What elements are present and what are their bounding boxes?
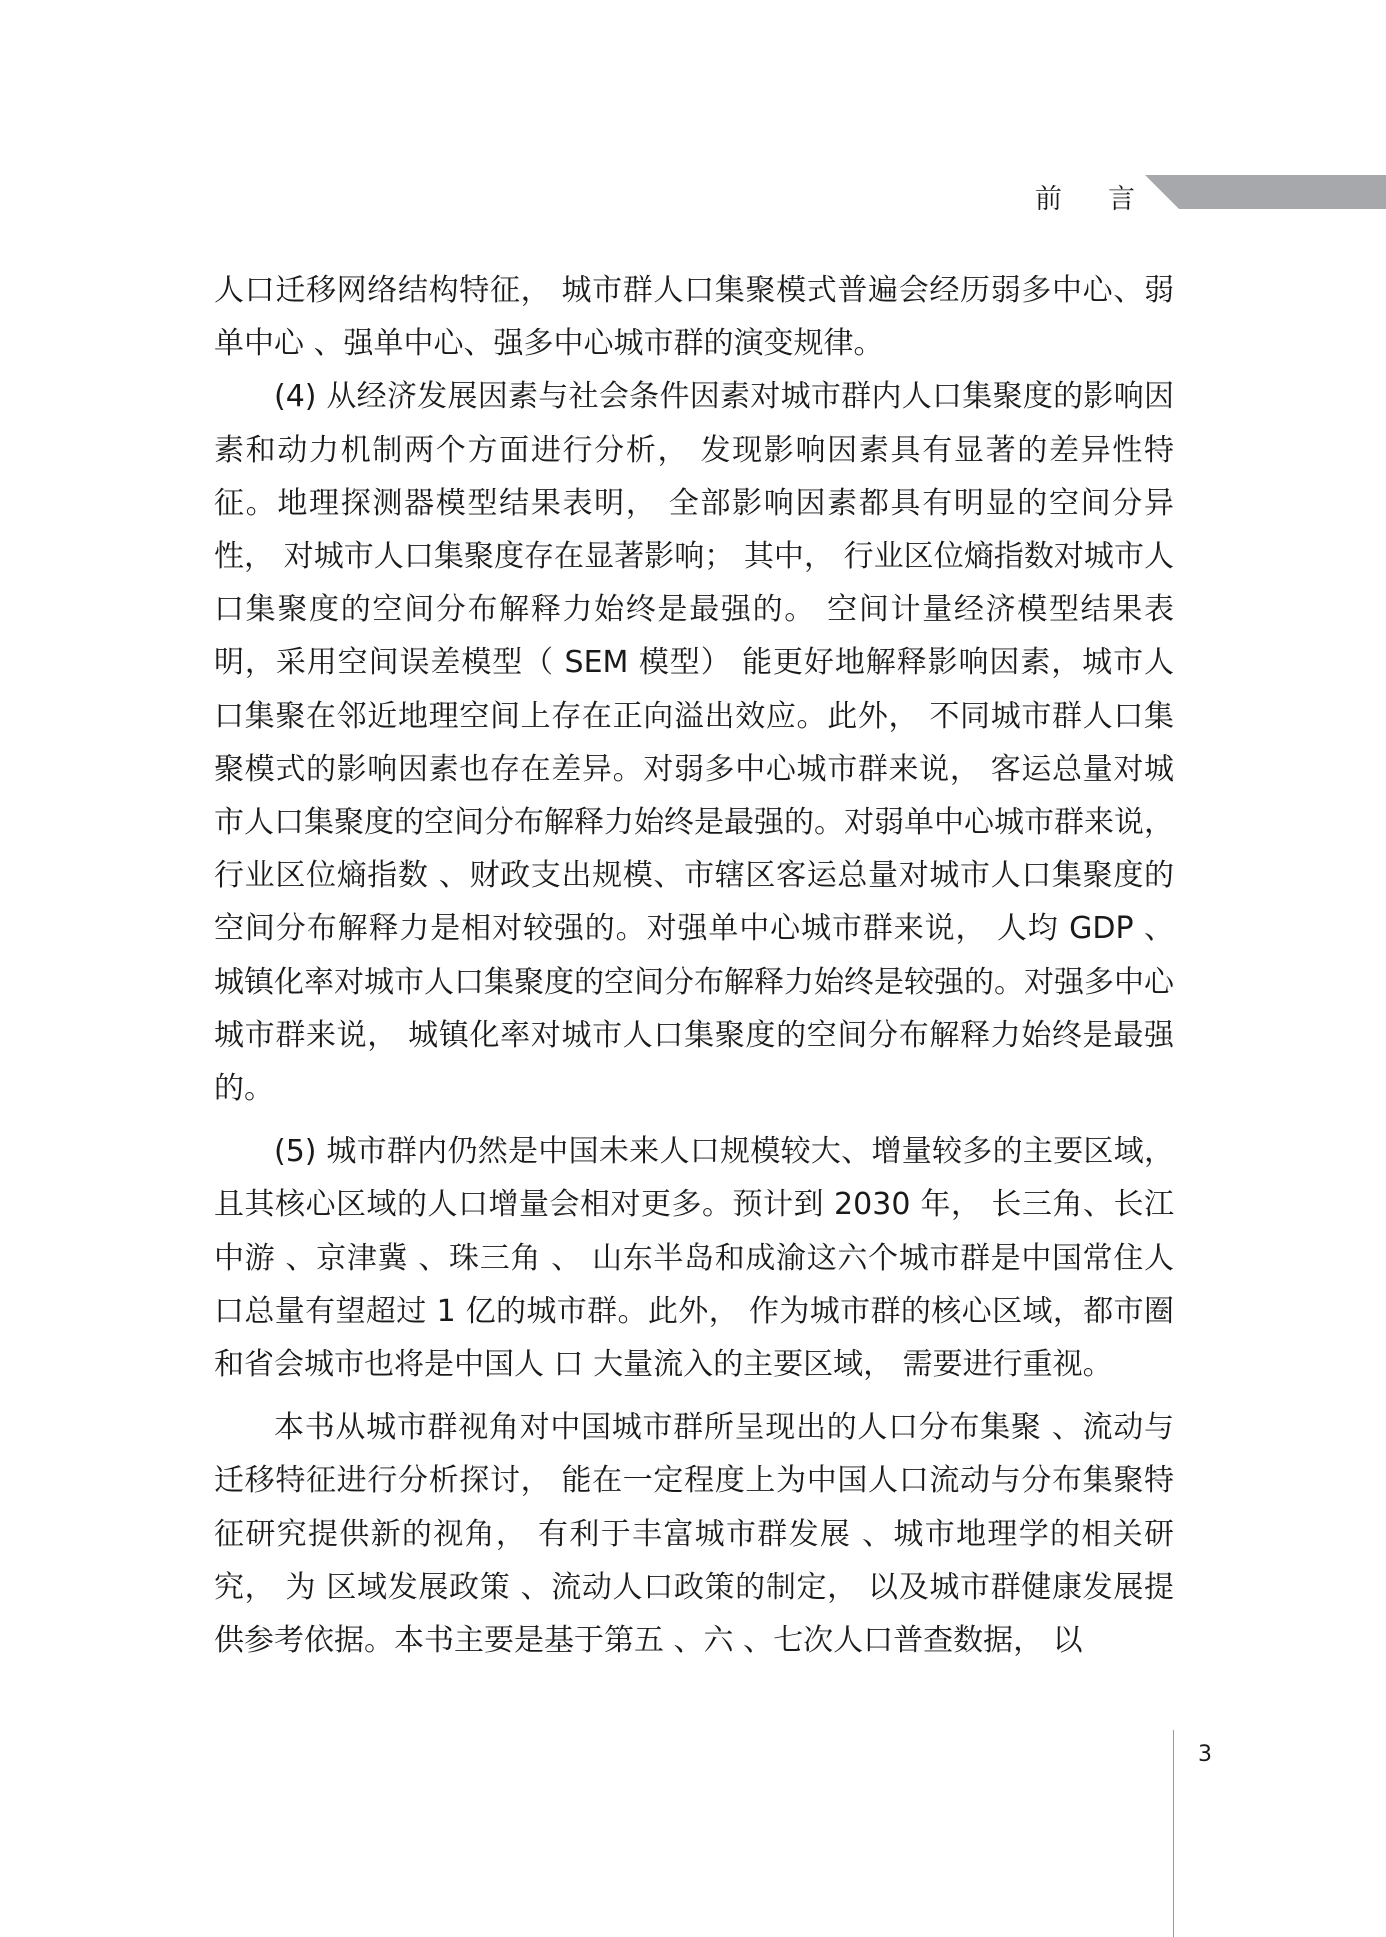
running-header-char-2: 言 bbox=[1108, 184, 1135, 215]
paragraph-3: (5) 城市群内仍然是中国未来人口规模较大、增量较多的主要区域， 且其核心区域的人口增量会相对更多。预计到 2030 年， 长三角、长江中游 、京津冀 、珠三角 、 山东半岛和成渝这六个城市群是中国常住人 口总量有望超过 1 亿的城市群。此外， 作为城市群的核心区域，都市圈和省会城市也将是中国人 口 大量流入的主要区域， 需要进行重视。 bbox=[214, 1134, 1174, 1383]
running-header-title bbox=[1035, 177, 1135, 216]
body-text bbox=[214, 264, 1174, 1667]
page-number-divider bbox=[1173, 1730, 1174, 1937]
paragraph-1: 人口迁移网络结构特征， 城市群人口集聚模式普遍会经历弱多中心、弱单中心 、强单中心、强多中心城市群的演变规律。 bbox=[214, 273, 1174, 362]
paragraph-4: 本书从城市群视角对中国城市群所呈现出的人口分布集聚 、流动与迁移特征进行分析探讨， 能在一定程度上为中国人口流动与分布集聚特征研究提供新的视角， 有利于丰富城市群发展 、城市地理学的相关研究， 为 区域发展政策 、流动人口政策的制定， 以及城市群健康发展提供参考依据。本书主要是基于第五 、六 、七次人口普查数据， 以 bbox=[214, 1410, 1174, 1659]
running-header-char-1: 前 bbox=[1035, 184, 1062, 215]
page-number: 3 bbox=[1198, 1742, 1212, 1767]
header-decorative-bar bbox=[1145, 175, 1386, 209]
paragraph-2: (4) 从经济发展因素与社会条件因素对城市群内人口集聚度的影响因素和动力机制两个方面进行分析， 发现影响因素具有显著的差异性特征。地理探测器模型结果表明， 全部影响因素都具有明显的空间分异性， 对城市人口集聚度存在显著影响； 其中， 行业区位熵指数对城市人口集聚度的空间分布解释力始终是最强的。 空间计量经济模型结果表明，采用空间误差模型（ SEM 模型） 能更好地解释影响因素，城市人口集聚在邻近地理空间上存在正向溢出效应。此外， 不同城市群人口集聚模式的影响因素也存在差异。对弱多中心城市群来说， 客运总量对城市人口集聚度的空间分布解释力始终是最强的。对弱单中心城市群来说， 行业区位熵指数 、财政支出规模、市辖区客运总量对城市人口集聚度的空间分布解释力是相对较强的。对强单中心城市群来说， 人均 GDP 、城镇化率对城市人口集聚度的空间分布解释力始终是较强的。对强多中心城市群来说， 城镇化率对城市人口集聚度的空间分布解释力始终是最强的。 bbox=[214, 379, 1174, 1107]
